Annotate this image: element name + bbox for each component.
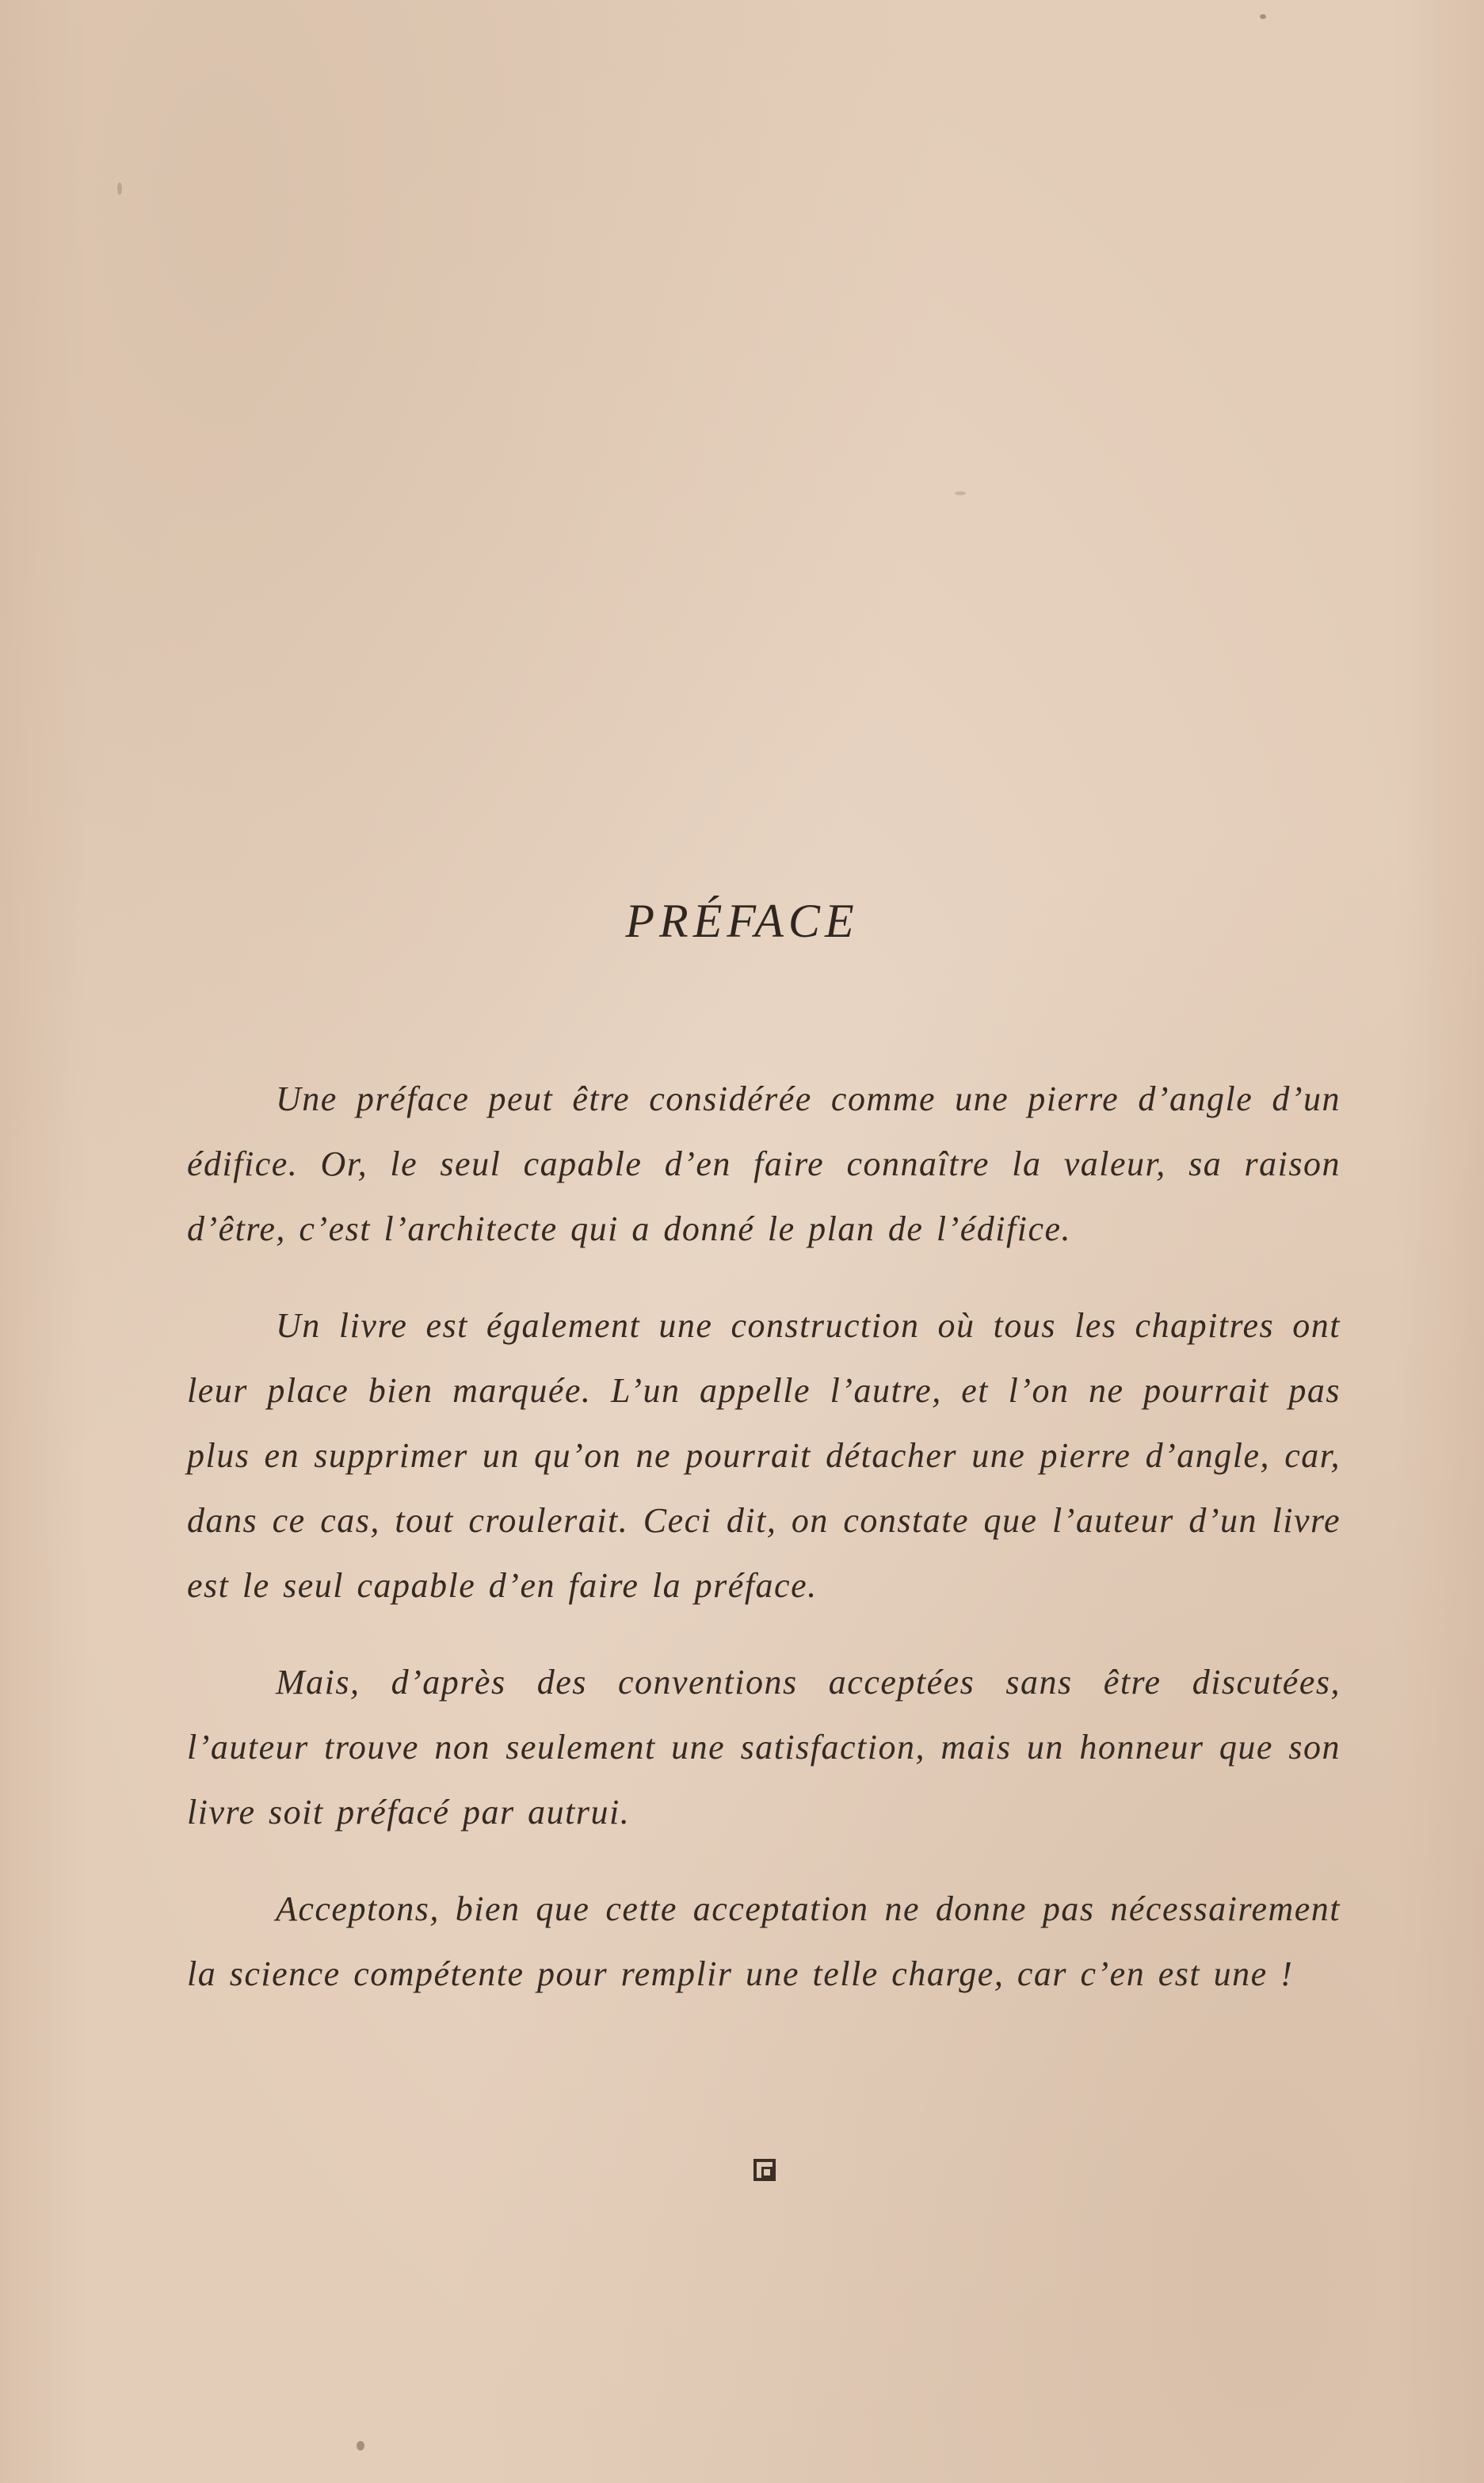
paragraph-4: Acceptons, bien que cette acceptation ne donne pas nécessairement la science compétente pour remplir une telle charge, car c’en est une ! <box>187 1889 1341 1993</box>
page-title: PRÉFACE <box>625 895 859 947</box>
paragraph-2: Un livre est également une construction où tous les chapitres ont leur place bien marquée. L’un appelle l’autre, et l’on ne pourrait pas plus en supprimer un qu’on ne pourrait détacher une pierre d’angle, car, dans ce cas, tout croulerait. Ceci dit, on constate que l’auteur d’un livre est le seul capable d’en faire la préface. <box>187 1306 1341 1605</box>
paragraph-1: Une préface peut être considérée comme une pierre d’angle d’un édifice. Or, le seul capable d’en faire connaître la valeur, sa raison d’être, c’est l’architecte qui a donné le plan de l’édifice. <box>187 1079 1341 1248</box>
paragraph-3: Mais, d’après des conventions acceptées sans être discutées, l’auteur trouve non seulement une satisfaction, mais un honneur que son livre soit préfacé par autrui. <box>187 1663 1341 1832</box>
preface-body <box>187 1067 1341 2038</box>
paper-speck <box>117 182 122 195</box>
paper-speck <box>357 2441 364 2451</box>
paper-speck <box>955 491 966 495</box>
paper-speck <box>1260 14 1266 19</box>
square-ornament-icon <box>753 2159 776 2181</box>
